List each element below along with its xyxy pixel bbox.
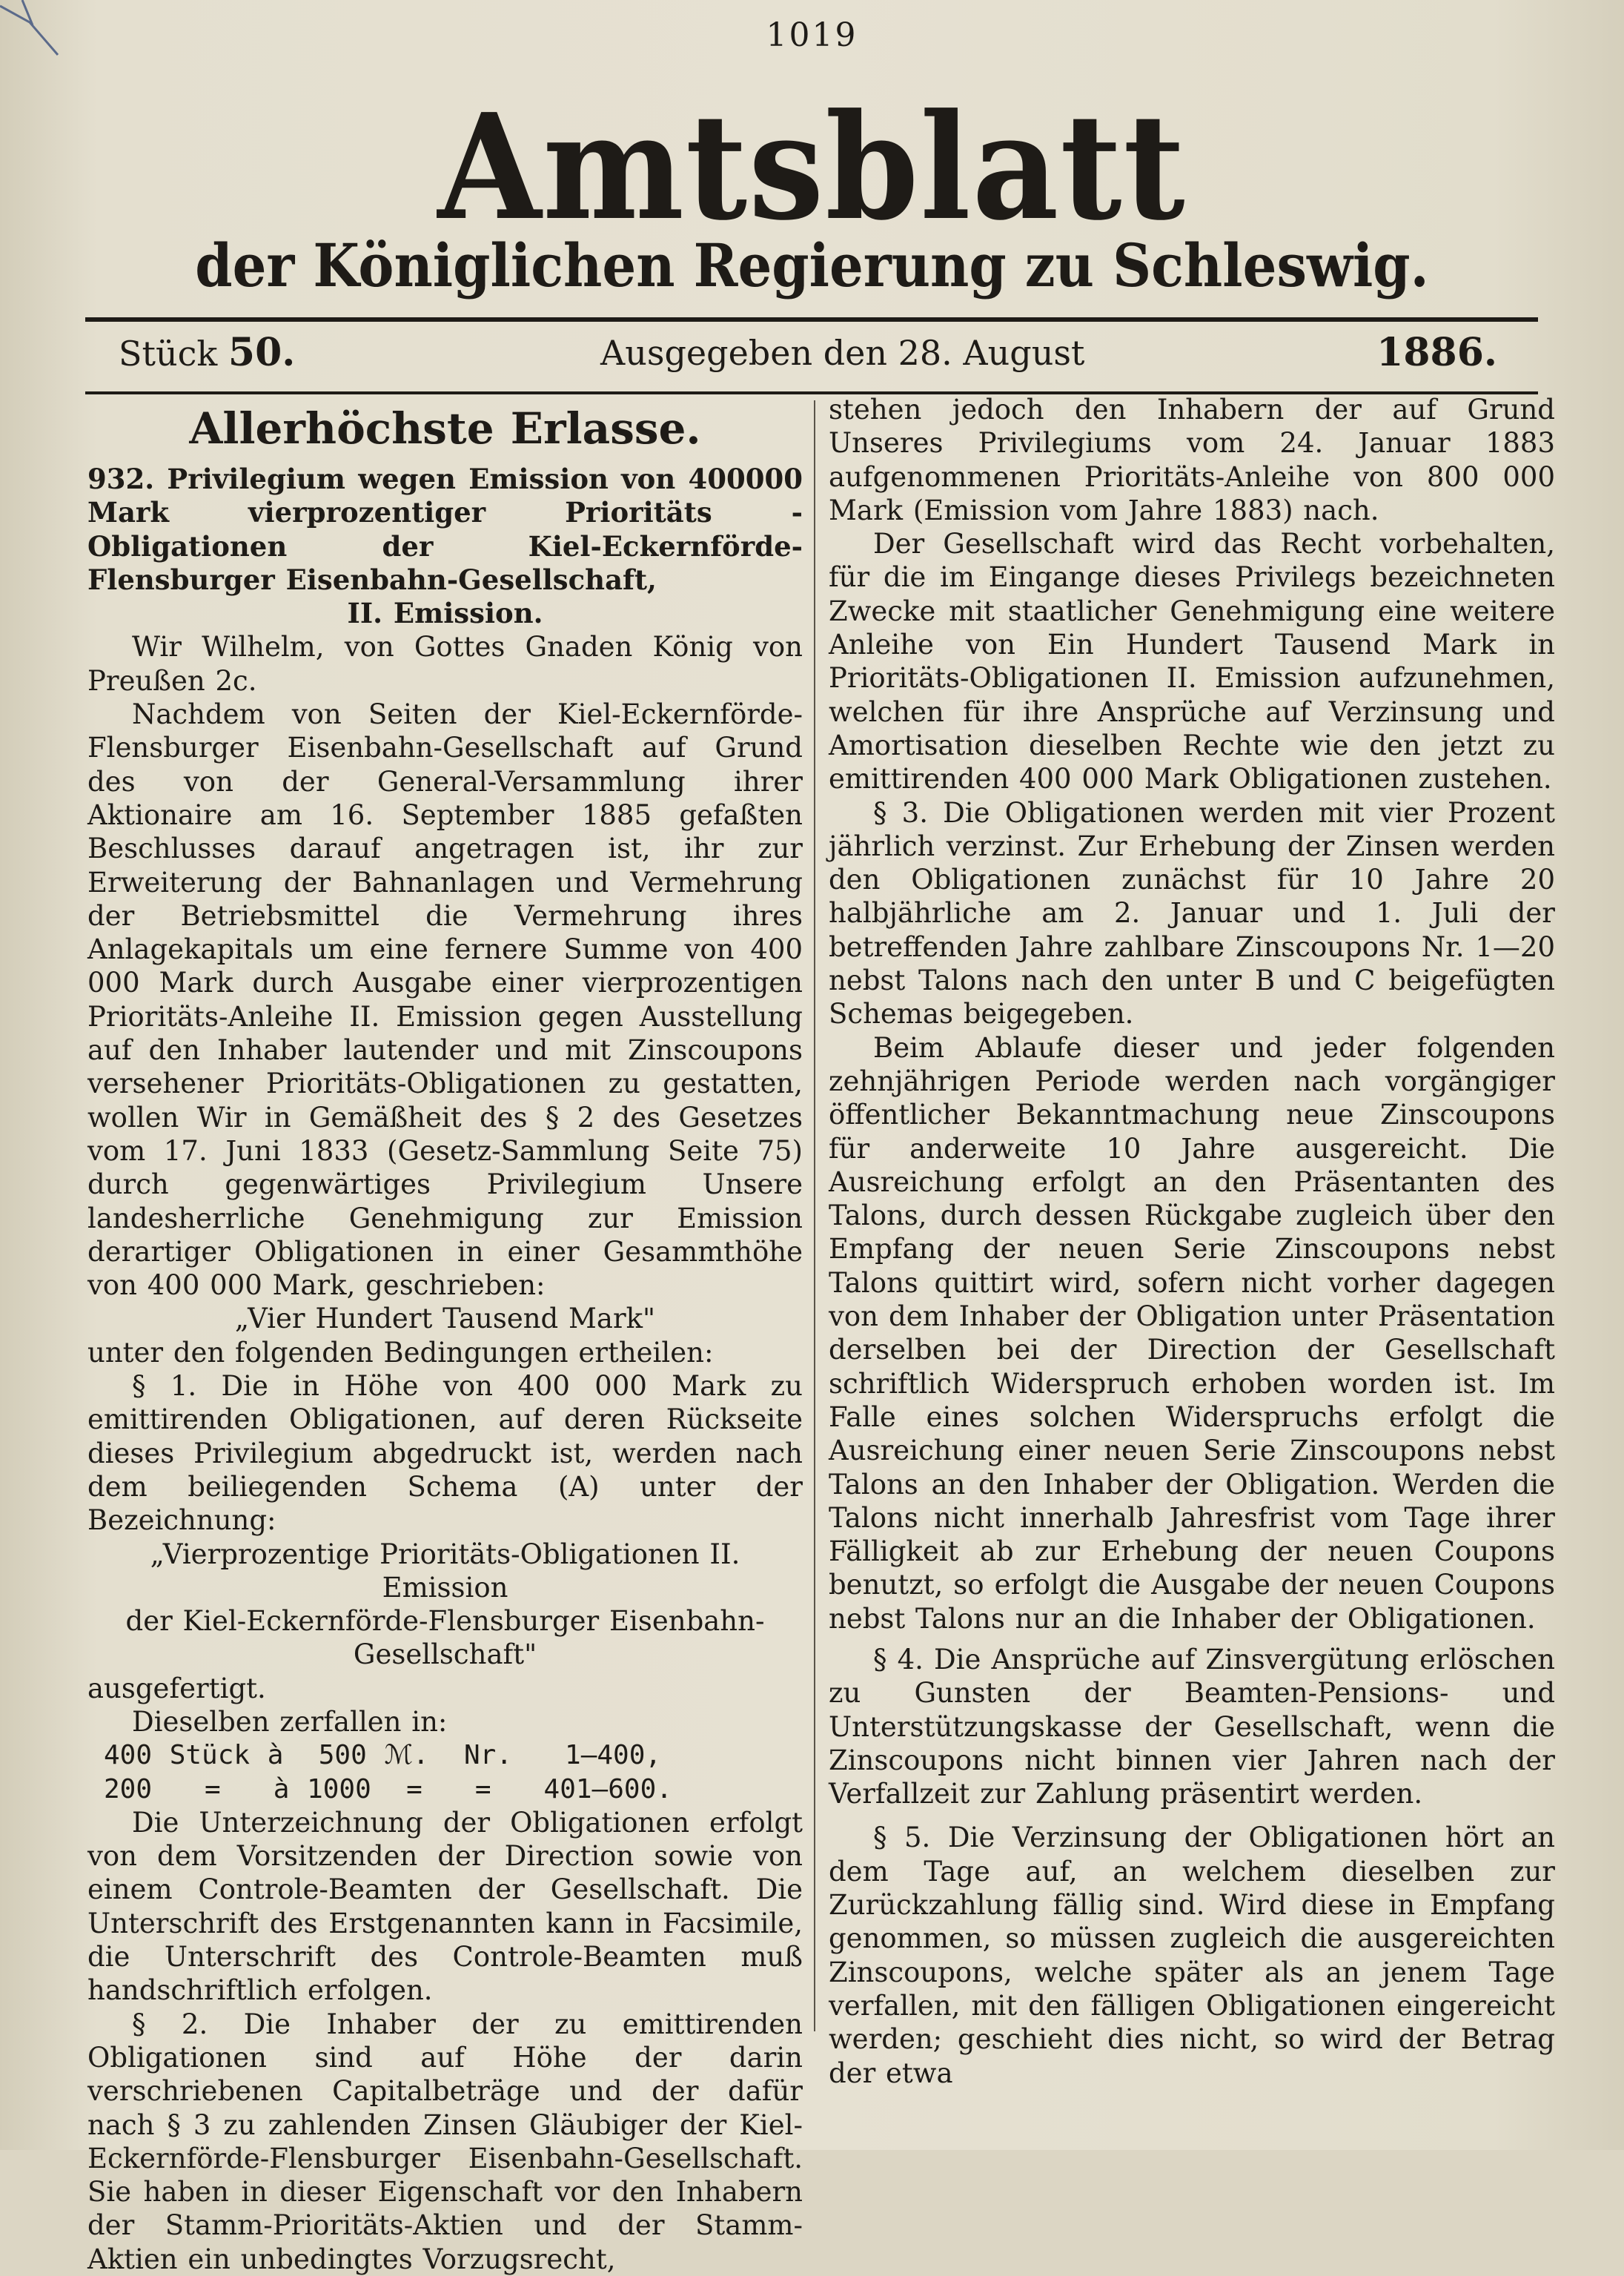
paragraph-petition: Nachdem von Seiten der Kiel-Eckernförde-Flensburger Eisenbahn-Gesellschaft auf Grund des von der General-Versammlung ihrer Aktionaire am 16. September 1885 gefaßten Beschlusses darauf angetragen ist, ihr zur Erweiterung der Bahnanlagen und Vermehrung der Betriebsmittel die Vermehrung ihres Anlagekapitals um eine fernere Summe von 400 000 Mark durch Ausgabe einer vierprozentigen Prioritäts-Anleihe II. Emission gegen Ausstellung auf den Inhaber lautender und mit Zinscoupons versehener Prioritäts-Obligationen zu gestatten, wollen Wir in Gemäßheit des § 2 des Gesetzes vom 17. Juni 1833 (Gesetz-Sammlung Seite 75) durch gegenwärtiges Privilegium Unsere landesherrliche Genehmigung zur Emission derartiger Obligationen in einer Gesammthöhe von 400 000 Mark, geschrieben: (87, 698, 803, 1302)
paragraph-denominations: Dieselben zerfallen in: (132, 1705, 448, 1738)
designation-line-3: Gesellschaft" (353, 1638, 537, 1671)
paragraph-renewal: Beim Ablaufe dieser und jeder folgenden zehnjährigen Periode werden nach vorgängiger öffentlicher Bekanntmachung neue Zinscoupons für anderweite 10 Jahre ausgereicht. Die Ausreichung erfolgt an den Präsentanten des Talons, durch dessen Rückgabe zugleich über den Empfang der neuen Serie Zinscoupons nebst Talons quittirt wird, sofern nicht vorher dagegen von dem Inhaber der Obligation unter Präsentation derselben bei der Direction der Gesellschaft schriftlich Widerspruch erhoben worden ist. Im Falle eines solchen Widerspruchs erfolgt die Ausreichung einer neuen Serie Zinscoupons nebst Talons an den Inhaber der Obligation. Werden die Talons nicht innerhalb Jahresfrist vom Tage ihrer Fälligkeit ab zur Erhebung der neuen Coupons benutzt, so erfolgt die Ausgabe der neuen Coupons nebst Talons nur an die Inhaber der Obligationen. (829, 1031, 1555, 1635)
section-5: § 5. Die Verzinsung der Obligationen hört an dem Tage auf, an welchem dieselben zur Zurückzahlung fällig sind. Wird diese in Empfang genommen, so müssen zugleich die ausgereichten Zinscoupons, welche später als an jenem Tage verfallen, mit den fälligen Obligationen eingereicht werden; geschieht dies nicht, so wird der Betrag der etwa (829, 1822, 1555, 2089)
paragraph-continuation: stehen jedoch den Inhabern der auf Grund Unseres Privilegiums vom 24. Januar 1883 aufgenommenen Prioritäts-Anleihe von 800 000 Mark (Emission vom Jahre 1883) nach. (829, 394, 1555, 526)
section-4: § 4. Die Ansprüche auf Zinsvergütung erlöschen zu Gunsten der Beamten-Pensions- und Unterstützungskasse der Gesellschaft, wenn die Zinscoupons nicht binnen vier Jahren nach der Verfallzeit zur Zahlung präsentirt werden. (829, 1643, 1555, 1810)
denomination-row: 400 Stück à 500 ℳ. Nr. 1—400, (104, 1740, 662, 1771)
left-column (87, 393, 803, 2276)
paragraph-reservation: Der Gesellschaft wird das Recht vorbehalten, für die im Eingange dieses Privilegs bezeichneten Zwecke mit staatlicher Genehmigung eine weitere Anleihe von Ein Hundert Tausend Mark in Prioritäts-Obligationen II. Emission aufzunehmen, welchen für ihre Ansprüche auf Verzinsung und Amortisation dieselben Rechte wie den jetzt zu emittirenden 400 000 Mark Obligationen zustehen. (829, 528, 1555, 795)
issue-line (119, 331, 1497, 375)
header-rule-top (85, 317, 1538, 322)
section-3: § 3. Die Obligationen werden mit vier Prozent jährlich verzinst. Zur Erhebung der Zinsen werden den Obligationen zunächst für 10 Jahre 20 halbjährliche am 2. Januar und 1. Juli der betreffenden Jahre zahlbare Zinscoupons Nr. 1—20 nebst Talons nach den unter B und C beigefügten Schemas beigegeben. (829, 796, 1555, 1031)
issue-date: Ausgegeben den 28. August (600, 333, 1085, 373)
paragraph-signature: Die Unterzeichnung der Obligationen erfolgt von dem Vorsitzenden der Direction sowie von einem Controle-Beamten der Gesellschaft. Die Unterschrift des Erstgenannten kann in Facsimile, die Unterschrift des Controle-Beamten muß handschriftlich erfolgen. (87, 1806, 803, 2007)
section-2: § 2. Die Inhaber der zu emittirenden Obligationen sind auf Höhe der darin verschriebenen Capitalbeträge und der dafür nach § 3 zu zahlenden Zinsen Gläubiger der Kiel-Eckernförde-Flensburger Eisenbahn-Gesellschaft. Sie haben in dieser Eigenschaft vor den Inhabern der Stamm-Prioritäts-Aktien und der Stamm-Aktien ein unbedingtes Vorzugsrecht, (87, 2008, 803, 2275)
issue-year: 1886. (1376, 330, 1497, 375)
amount-in-words: „Vier Hundert Tausend Mark" (234, 1303, 656, 1335)
decree-emission: II. Emission. (347, 597, 543, 630)
designation-line-1: „Vierprozentige Prioritäts-Obligationen II. Emission (150, 1538, 740, 1604)
section-title: Allerhöchste Erlasse. (189, 403, 701, 454)
column-divider (814, 400, 815, 2031)
masthead-title: Amtsblatt (437, 82, 1187, 253)
masthead-subtitle: der Königlichen Regierung zu Schleswig. (195, 231, 1429, 300)
paragraph-conditions: unter den folgenden Bedingungen ertheilen: (87, 1336, 714, 1369)
paragraph-issued: ausgefertigt. (87, 1672, 266, 1704)
paragraph-preamble: Wir Wilhelm, von Gottes Gnaden König von Preußen 2c. (87, 631, 803, 697)
section-1: § 1. Die in Höhe von 400 000 Mark zu emittirenden Obligationen, auf deren Rückseite dieses Privilegium abgedruckt ist, werden nach dem beiliegenden Schema (A) unter der Bezeichnung: (87, 1370, 803, 1537)
right-column (829, 393, 1555, 2090)
page-number: 1019 (766, 16, 858, 54)
denomination-row: 200 = à 1000 = = 401—600. (104, 1773, 672, 1804)
issue-number: Stück 50. (119, 330, 296, 375)
decree-title: 932. Privilegium wegen Emission von 400000 Mark vierprozentiger Prioritäts - Obligationen der Kiel-Eckernförde-Flensburger Eisenbahn-Gesellschaft, (87, 463, 803, 596)
designation-line-2: der Kiel-Eckernförde-Flensburger Eisenbahn- (125, 1605, 765, 1638)
